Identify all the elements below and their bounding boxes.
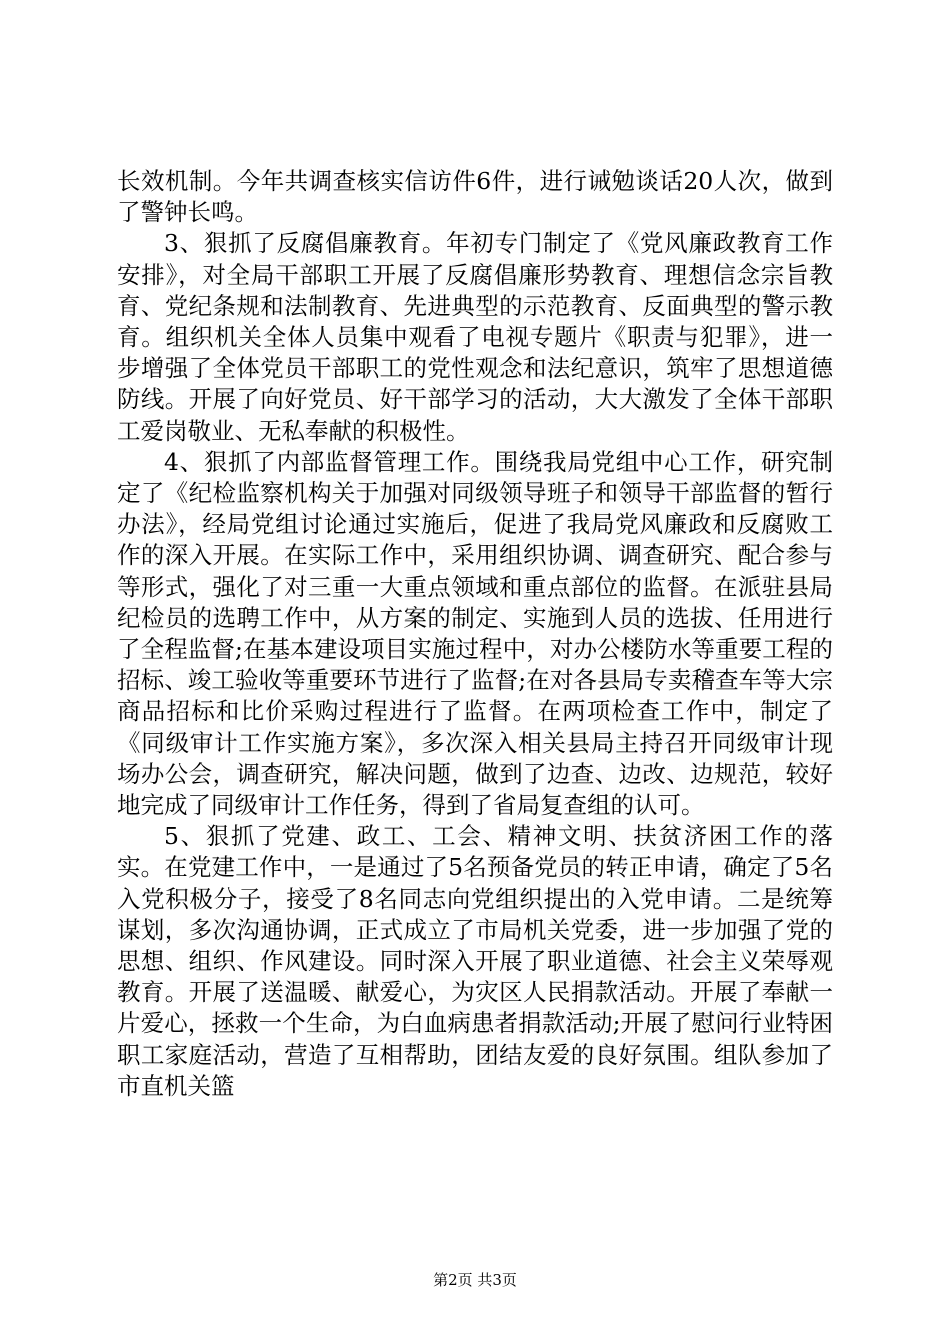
document-body [117, 166, 833, 1102]
paragraph-3: 4、狠抓了内部监督管理工作。围绕我局党组中心工作，研究制定了《纪检监察机构关于加强对同级领导班子和领导干部监督的暂行办法》，经局党组讨论通过实施后，促进了我局党风廉政和反腐败工作的深入开展。在实际工作中，采用组织协调、调查研究、配合参与等形式，强化了对三重一大重点领域和重点部位的监督。在派驻县局纪检员的选聘工作中，从方案的制定、实施到人员的选拔、任用进行了全程监督;在基本建设项目实施过程中，对办公楼防水等重要工程的招标、竣工验收等重要环节进行了监督;在对各县局专卖稽查车等大宗商品招标和比价采购过程进行了监督。在两项检查工作中，制定了《同级审计工作实施方案》，多次深入相关县局主持召开同级审计现场办公会，调查研究，解决问题，做到了边查、边改、边规范，较好地完成了同级审计工作任务，得到了省局复查组的认可。 [117, 447, 833, 820]
paragraph-1: 长效机制。今年共调查核实信访件6件，进行诫勉谈话20人次，做到了警钟长鸣。 [117, 167, 833, 227]
page-number-footer: 第2页 共3页 [433, 1271, 517, 1289]
paragraph-2: 3、狠抓了反腐倡廉教育。年初专门制定了《党风廉政教育工作安排》，对全局干部职工开展了反腐倡廉形势教育、理想信念宗旨教育、党纪条规和法制教育、先进典型的示范教育、反面典型的警示教育。组织机关全体人员集中观看了电视专题片《职责与犯罪》，进一步增强了全体党员干部职工的党性观念和法纪意识，筑牢了思想道德防线。开展了向好党员、好干部学习的活动，大大激发了全体干部职工爱岗敬业、无私奉献的积极性。 [117, 229, 833, 445]
paragraph-4: 5、狠抓了党建、政工、工会、精神文明、扶贫济困工作的落实。在党建工作中，一是通过了5名预备党员的转正申请，确定了5名入党积极分子，接受了8名同志向党组织提出的入党申请。二是统筹谋划，多次沟通协调，正式成立了市局机关党委，进一步加强了党的思想、组织、作风建设。同时深入开展了职业道德、社会主义荣辱观教育。开展了送温暖、献爱心，为灾区人民捐款活动。开展了奉献一片爱心，拯救一个生命，为白血病患者捐款活动;开展了慰问行业特困职工家庭活动，营造了互相帮助，团结友爱的良好氛围。组队参加了市直机关篮 [117, 822, 833, 1100]
